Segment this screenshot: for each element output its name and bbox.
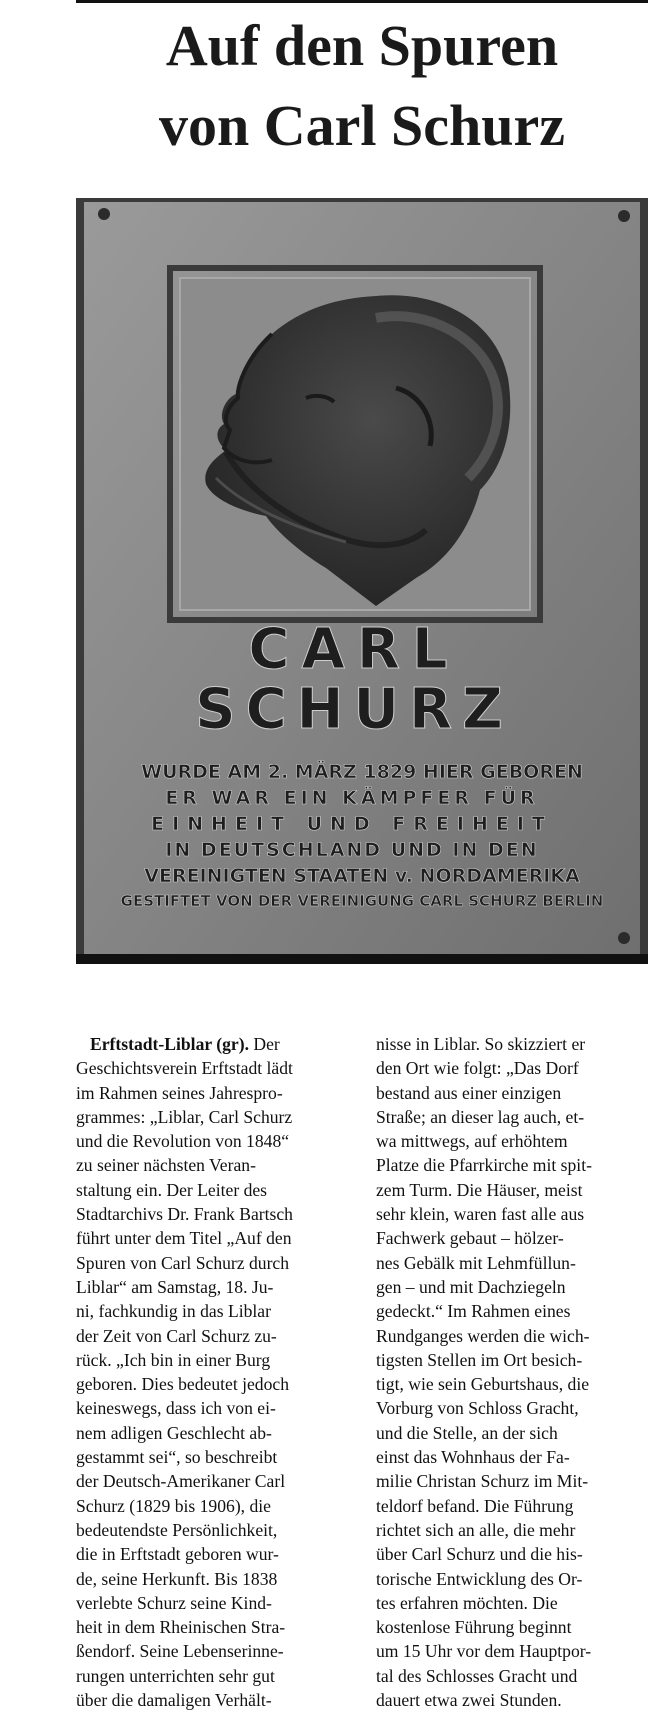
article-line: gedeckt.“ Im Rahmen eines	[376, 1301, 571, 1322]
article-line: ßendorf. Seine Lebenserinne-	[76, 1641, 284, 1662]
article-line: ni, fachkundig in das Liblar	[76, 1301, 271, 1322]
article-line: verlebte Schurz seine Kind-	[76, 1592, 272, 1613]
article-dateline: Erftstadt-Liblar (gr).	[90, 1034, 249, 1054]
article-line: den Ort wie folgt: „Das Dorf	[376, 1058, 579, 1079]
article-line: Vorburg von Schloss Gracht,	[376, 1398, 579, 1419]
article-line: Schurz (1829 bis 1906), die	[76, 1495, 271, 1516]
article-line: tigsten Stellen im Ort besich-	[376, 1349, 583, 1370]
plaque-inscription-line: ER WAR EIN KÄMPFER FÜR	[165, 787, 539, 809]
plaque-inscription-line: WURDE AM 2. MÄRZ 1829 HIER GEBOREN	[141, 761, 583, 783]
article-line: rungen unterrichten sehr gut	[76, 1665, 275, 1686]
plaque-relief-image	[76, 198, 648, 964]
plaque-inscription-line: VEREINIGTEN STAATEN v. NORDAMERIKA	[144, 865, 580, 887]
article-line: zem Turm. Die Häuser, meist	[376, 1179, 583, 1200]
article-line: Der	[248, 1034, 280, 1054]
plaque-inscription-line: EINHEIT UND FREIHEIT	[151, 813, 553, 835]
screw-icon	[618, 932, 630, 944]
article-line: tal des Schlosses Gracht und	[376, 1665, 578, 1686]
article-line: richtet sich an alle, die mehr	[376, 1519, 576, 1540]
article-line: milie Christan Schurz im Mit-	[376, 1471, 589, 1492]
article-line: nisse in Liblar. So skizziert er	[376, 1034, 586, 1054]
article-line: im Rahmen seines Jahrespro-	[76, 1082, 283, 1103]
article-line: gen – und mit Dachziegeln	[376, 1276, 566, 1297]
article-column-1	[76, 1032, 360, 1712]
article-line: nem adligen Geschlecht ab-	[76, 1422, 272, 1443]
article-column-2	[376, 1032, 648, 1712]
article-line: kostenlose Führung beginnt	[376, 1617, 572, 1638]
article-line: Straße; an dieser lag auch, et-	[376, 1106, 585, 1127]
article-line: der Deutsch-Amerikaner Carl	[76, 1471, 286, 1492]
article-line: teldorf befand. Die Führung	[376, 1495, 574, 1516]
plaque-name-line-1: CARL	[248, 617, 460, 682]
article-line: und die Revolution von 1848“	[76, 1131, 290, 1152]
article-line: einst das Wohnhaus der Fa-	[376, 1447, 570, 1468]
article-line: nes Gebälk mit Lehmfüllun-	[376, 1252, 576, 1273]
article-line: heit in dem Rheinischen Stra-	[76, 1617, 286, 1638]
article-line: über Carl Schurz und die his-	[376, 1544, 583, 1565]
article-line: de, seine Herkunft. Bis 1838	[76, 1568, 278, 1589]
top-rule	[76, 0, 648, 3]
article-line: wa mittwegs, auf erhöhtem	[376, 1131, 568, 1152]
article-line: grammes: „Liblar, Carl Schurz	[76, 1106, 293, 1127]
article-line: Liblar“ am Samstag, 18. Ju-	[76, 1276, 274, 1297]
screw-icon	[618, 210, 630, 222]
article-line: staltung ein. Der Leiter des	[76, 1179, 268, 1200]
article-line: Fachwerk gebaut – hölzer-	[376, 1228, 564, 1249]
plaque-inscription-line: IN DEUTSCHLAND UND IN DEN	[165, 839, 539, 861]
article-line: keineswegs, dass ich von ei-	[76, 1398, 276, 1419]
article-line: die in Erftstadt geboren wur-	[76, 1544, 279, 1565]
article-line: tes erfahren möchten. Die	[376, 1592, 558, 1613]
article-line: gestammt sei“, so beschreibt	[76, 1447, 278, 1468]
headline-line-1: Auf den Spuren	[165, 13, 559, 78]
screw-icon	[98, 208, 110, 220]
article-line: Stadtarchivs Dr. Frank Bartsch	[76, 1204, 293, 1225]
article-line: zu seiner nächsten Veran-	[76, 1155, 256, 1176]
article-line: Rundganges werden die wich-	[376, 1325, 590, 1346]
article-lead-line	[76, 1032, 360, 1056]
article-line: Geschichtsverein Erftstadt lädt	[76, 1058, 293, 1079]
article-line: rück. „Ich bin in einer Burg	[76, 1349, 271, 1370]
plaque-inscription-line: GESTIFTET VON DER VEREINIGUNG CARL SCHURZ BERLIN	[120, 892, 604, 910]
article-line: über die damaligen Verhält-	[76, 1690, 272, 1711]
article-line: um 15 Uhr vor dem Hauptpor-	[376, 1641, 592, 1662]
headline-line-2: von Carl Schurz	[159, 93, 565, 158]
article-line: Spuren von Carl Schurz durch	[76, 1252, 290, 1273]
article-line: und die Stelle, an der sich	[376, 1422, 558, 1443]
article-line: sehr klein, waren fast alle aus	[376, 1204, 585, 1225]
plaque-name-line-2: SCHURZ	[195, 677, 513, 742]
article-line: der Zeit von Carl Schurz zu-	[76, 1325, 277, 1346]
article-line: dauert etwa zwei Stunden.	[376, 1690, 562, 1711]
article-line: tigt, wie sein Geburtshaus, die	[376, 1374, 590, 1395]
article-line: bestand aus einer einzigen	[376, 1082, 562, 1103]
article-line: führt unter dem Titel „Auf den	[76, 1228, 292, 1249]
article-line: torische Entwicklung des Or-	[376, 1568, 583, 1589]
article-line: bedeutendste Persönlichkeit,	[76, 1519, 278, 1540]
article-line: Platze die Pfarrkirche mit spit-	[376, 1155, 592, 1176]
article-line: geboren. Dies bedeutet jedoch	[76, 1374, 289, 1395]
plaque-photo	[76, 198, 648, 964]
